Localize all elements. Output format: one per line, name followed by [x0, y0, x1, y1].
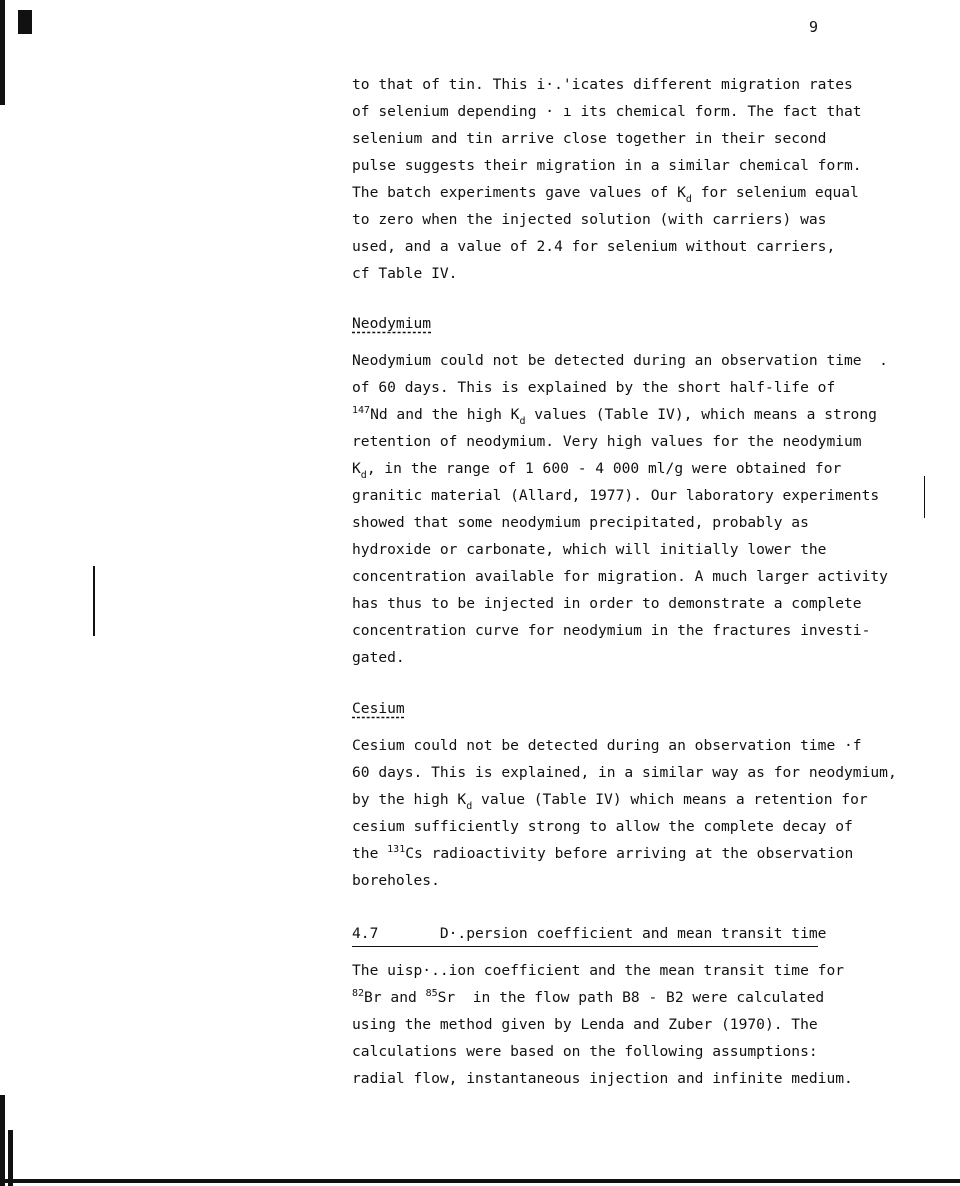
text-line: [352, 786, 912, 813]
line-text-after: , in the range of 1 600 - 4 000 ml/g were obtained for: [366, 460, 842, 477]
paragraph-dispersion: [352, 957, 912, 1092]
line-text: used, and a value of 2.4 for selenium without carriers,: [352, 238, 836, 255]
paragraph-selenium: [352, 71, 912, 287]
line-text: radial flow, instantaneous injection and infinite medium.: [352, 1070, 853, 1087]
text-line: [352, 840, 912, 867]
bottom-scan-line: [0, 1179, 960, 1183]
subscript: d: [360, 470, 367, 481]
page-number: 9: [809, 18, 819, 36]
text-line: [352, 401, 912, 428]
heading-neodymium: Neodymium: [352, 315, 432, 332]
text-line: [352, 347, 912, 374]
text-line: [352, 179, 912, 206]
line-text: calculations were based on the following assumptions:: [352, 1043, 818, 1060]
text-line: [352, 813, 912, 840]
superscript: 147: [352, 405, 371, 416]
line-text: Nd and the high K: [370, 406, 520, 423]
text-line: [352, 428, 912, 455]
line-text: boreholes.: [352, 872, 440, 889]
text-line: [352, 152, 912, 179]
line-text: Br and: [364, 989, 426, 1006]
line-text: pulse suggests their migration in a similar chemical form.: [352, 157, 862, 174]
text-line: [352, 536, 912, 563]
line-text: Cs radioactivity before arriving at the observation: [405, 845, 854, 862]
superscript: 85: [425, 988, 438, 999]
line-text: hydroxide or carbonate, which will initially lower the: [352, 541, 827, 558]
line-text: of selenium depending · ı its chemical form. The fact that: [352, 103, 862, 120]
text-line: [352, 732, 912, 759]
text-line: [352, 957, 912, 984]
text-line: [352, 374, 912, 401]
line-text: The batch experiments gave values of K: [352, 184, 686, 201]
line-prefix: the: [352, 845, 388, 862]
text-line: [352, 1011, 912, 1038]
line-text: has thus to be injected in order to demonstrate a complete: [352, 595, 862, 612]
text-line: [352, 1038, 912, 1065]
line-text: concentration curve for neodymium in the fractures investi-: [352, 622, 871, 639]
line-text: by the high K: [352, 791, 467, 808]
line-text: 60 days. This is explained, in a similar way as for neodymium,: [352, 764, 897, 781]
line-text-after: value (Table IV) which means a retention for: [472, 791, 868, 808]
line-text: The uisp·..ion coefficient and the mean transit time for: [352, 962, 845, 979]
line-text: Cesium could not be detected during an observation time ·f: [352, 737, 862, 754]
text-line: [352, 233, 912, 260]
text-line: [352, 98, 912, 125]
line-text: selenium and tin arrive close together in their second: [352, 130, 827, 147]
text-line: [352, 1065, 912, 1092]
section-heading-4-7: 4.7 D·.persion coefficient and mean transit time: [352, 923, 818, 947]
line-text: K: [352, 460, 361, 477]
left-scan-edge-bottom: [0, 1095, 5, 1186]
line-text-after: Sr in the flow path B8 - B2 were calculated: [437, 989, 825, 1006]
line-text-after: for selenium equal: [691, 184, 859, 201]
margin-bar-left: [93, 566, 95, 636]
line-text: showed that some neodymium precipitated, probably as: [352, 514, 809, 531]
paragraph-neodymium: [352, 347, 912, 671]
text-line: [352, 455, 912, 482]
paragraph-cesium: [352, 732, 912, 894]
text-line: [352, 590, 912, 617]
line-text: to zero when the injected solution (with carriers) was: [352, 211, 827, 228]
line-text: granitic material (Allard, 1977). Our laboratory experiments: [352, 487, 880, 504]
line-text: to that of tin. This i·.'icates different migration rates: [352, 76, 853, 93]
line-text: retention of neodymium. Very high values for the neodymium: [352, 433, 862, 450]
line-text-after: values (Table IV), which means a strong: [525, 406, 877, 423]
left-scan-mark-top: [18, 10, 32, 34]
superscript: 82: [352, 988, 365, 999]
text-line: [352, 644, 912, 671]
line-text: cf Table IV.: [352, 265, 458, 282]
line-text: using the method given by Lenda and Zuber (1970). The: [352, 1016, 818, 1033]
subscript: d: [466, 801, 473, 812]
text-line: [352, 509, 912, 536]
superscript: 131: [387, 844, 406, 855]
text-line: [352, 125, 912, 152]
text-line: [352, 867, 912, 894]
left-scan-edge-top: [0, 0, 5, 105]
text-line: [352, 206, 912, 233]
text-line: [352, 71, 912, 98]
text-line: [352, 984, 912, 1011]
line-text: of 60 days. This is explained by the short half-life of: [352, 379, 836, 396]
line-text: gated.: [352, 649, 405, 666]
text-line: [352, 617, 912, 644]
line-text: concentration available for migration. A much larger activity: [352, 568, 888, 585]
line-text: cesium sufficiently strong to allow the complete decay of: [352, 818, 853, 835]
subscript: d: [519, 416, 526, 427]
text-line: [352, 759, 912, 786]
text-line: [352, 563, 912, 590]
line-text: Neodymium could not be detected during an observation time .: [352, 352, 888, 369]
left-scan-mark-bottom: [8, 1130, 13, 1186]
text-line: [352, 482, 912, 509]
subscript: d: [685, 194, 692, 205]
text-line: [352, 260, 912, 287]
margin-bar-right: [924, 476, 925, 518]
heading-cesium: Cesium: [352, 700, 405, 717]
